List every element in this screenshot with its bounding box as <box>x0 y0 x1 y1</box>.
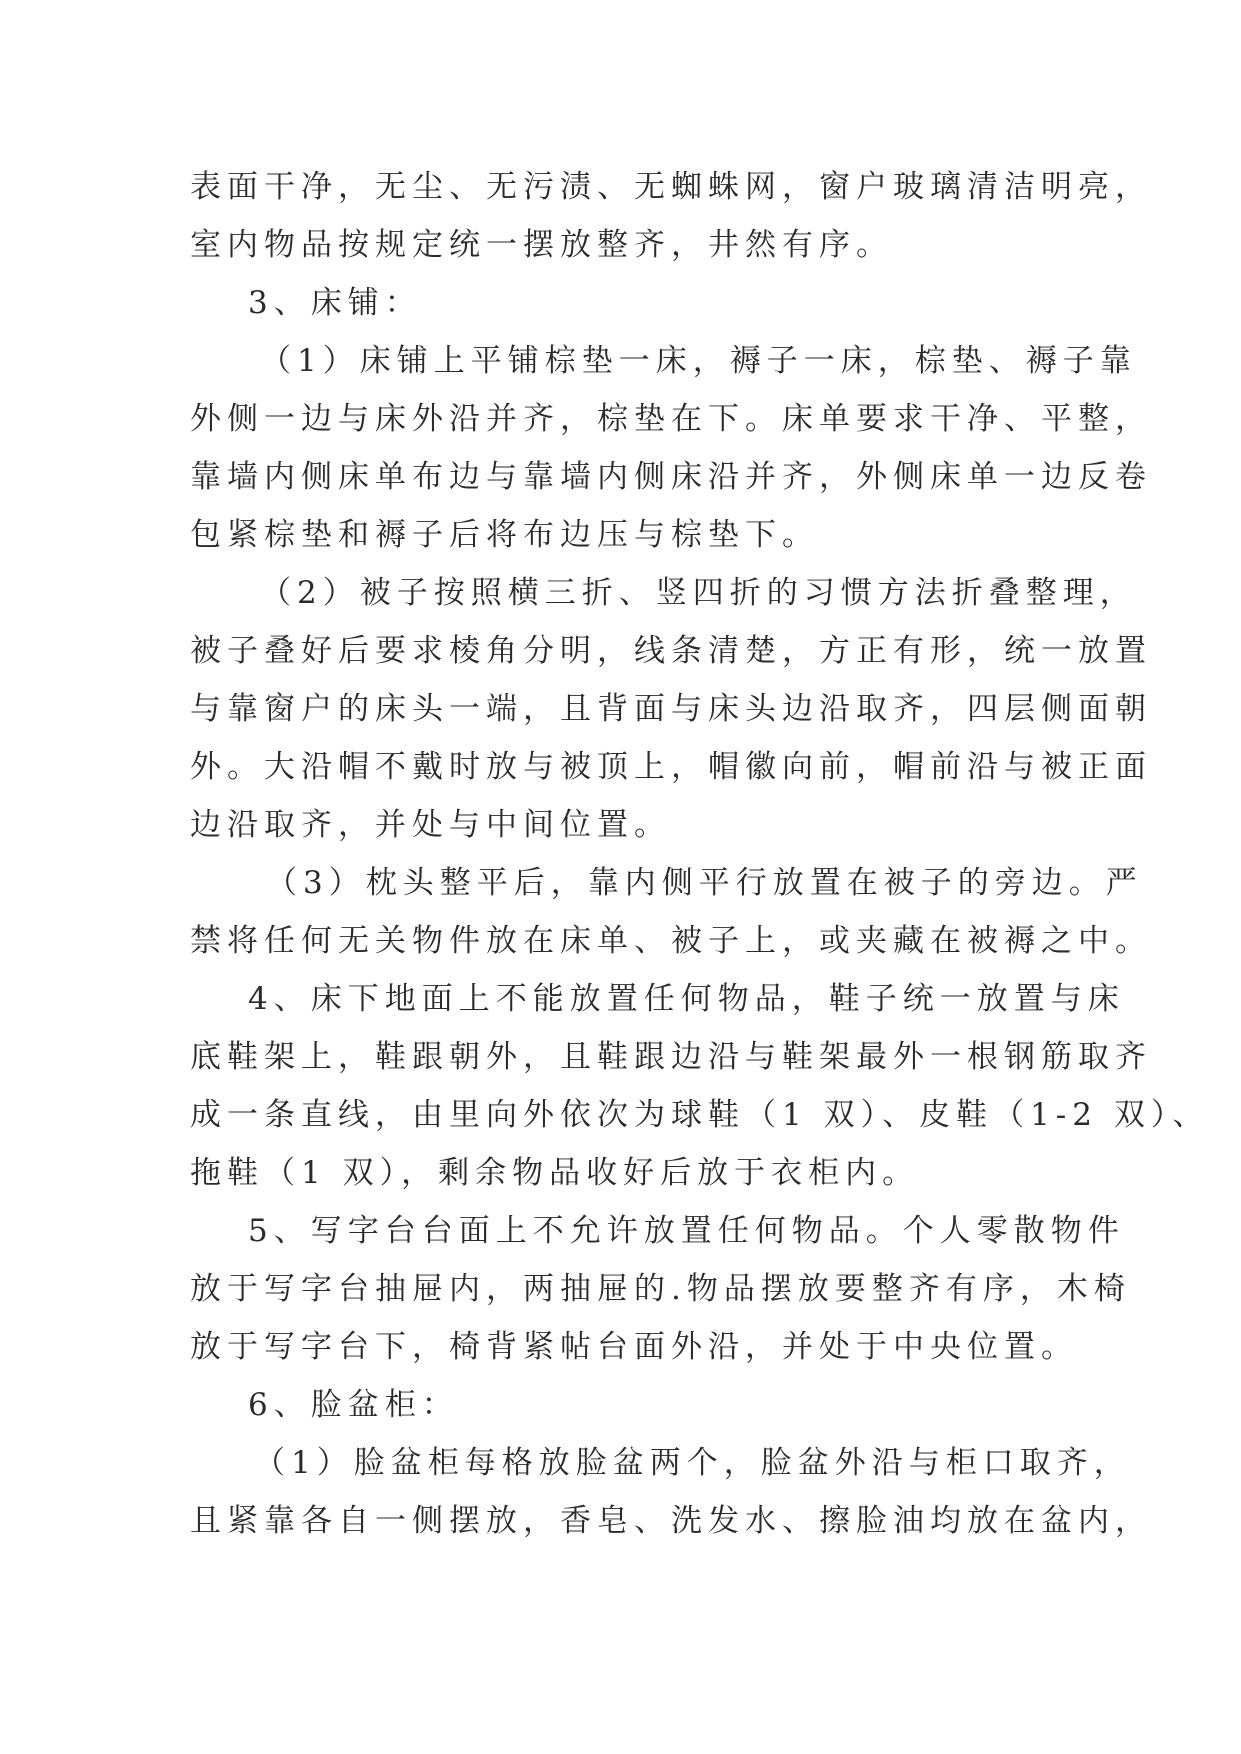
text-line: 4、床下地面上不能放置任何物品，鞋子统一放置与床 <box>248 981 1125 1017</box>
text-line: 5、写字台台面上不允许放置任何物品。个人零散物件 <box>248 1213 1125 1249</box>
text-line: （2）被子按照横三折、竖四折的习惯方法折叠整理， <box>260 575 1137 611</box>
text-line: 放于写字台抽屉内，两抽屉的.物品摆放要整齐有序，木椅 <box>190 1271 1131 1307</box>
text-line: 成一条直线，由里向外依次为球鞋（1 双）、皮鞋（1-2 双）、 <box>190 1097 1210 1133</box>
text-line: （3）枕头整平后，靠内侧平行放置在被子的旁边。严 <box>266 865 1143 901</box>
section-heading: 3、床铺： <box>248 285 422 321</box>
text-line: 包紧棕垫和褥子后将布边压与棕垫下。 <box>190 517 819 553</box>
text-line: 被子叠好后要求棱角分明，线条清楚，方正有形，统一放置 <box>190 633 1152 669</box>
text-line: 边沿取齐，并处与中间位置。 <box>190 807 671 843</box>
body-text <box>190 158 1210 1550</box>
text-line: 且紧靠各自一侧摆放，香皂、洗发水、擦脸油均放在盆内， <box>190 1503 1152 1539</box>
text-line: 室内物品按规定统一摆放整齐，井然有序。 <box>190 227 893 263</box>
section-heading: 6、脸盆柜： <box>248 1387 459 1423</box>
text-line: 靠墙内侧床单布边与靠墙内侧床沿并齐，外侧床单一边反卷 <box>190 459 1152 495</box>
text-line: 底鞋架上，鞋跟朝外，且鞋跟边沿与鞋架最外一根钢筋取齐 <box>190 1039 1152 1075</box>
text-line: 外侧一边与床外沿并齐，棕垫在下。床单要求干净、平整， <box>190 401 1152 437</box>
text-line: （1）脸盆柜每格放脸盆两个，脸盆外沿与柜口取齐， <box>254 1445 1131 1481</box>
text-line: 表面干净，无尘、无污渍、无蜘蛛网，窗户玻璃清洁明亮， <box>190 169 1152 205</box>
text-line: 禁将任何无关物件放在床单、被子上，或夹藏在被褥之中。 <box>190 923 1152 959</box>
text-line: 与靠窗户的床头一端，且背面与床头边沿取齐，四层侧面朝 <box>190 691 1152 727</box>
text-line: 放于写字台下，椅背紧帖台面外沿，并处于中央位置。 <box>190 1329 1078 1365</box>
text-line: （1）床铺上平铺棕垫一床，褥子一床，棕垫、褥子靠 <box>260 343 1137 379</box>
text-line: 外。大沿帽不戴时放与被顶上，帽徽向前，帽前沿与被正面 <box>190 749 1152 785</box>
text-line: 拖鞋（1 双），剩余物品收好后放于衣柜内。 <box>190 1155 920 1191</box>
